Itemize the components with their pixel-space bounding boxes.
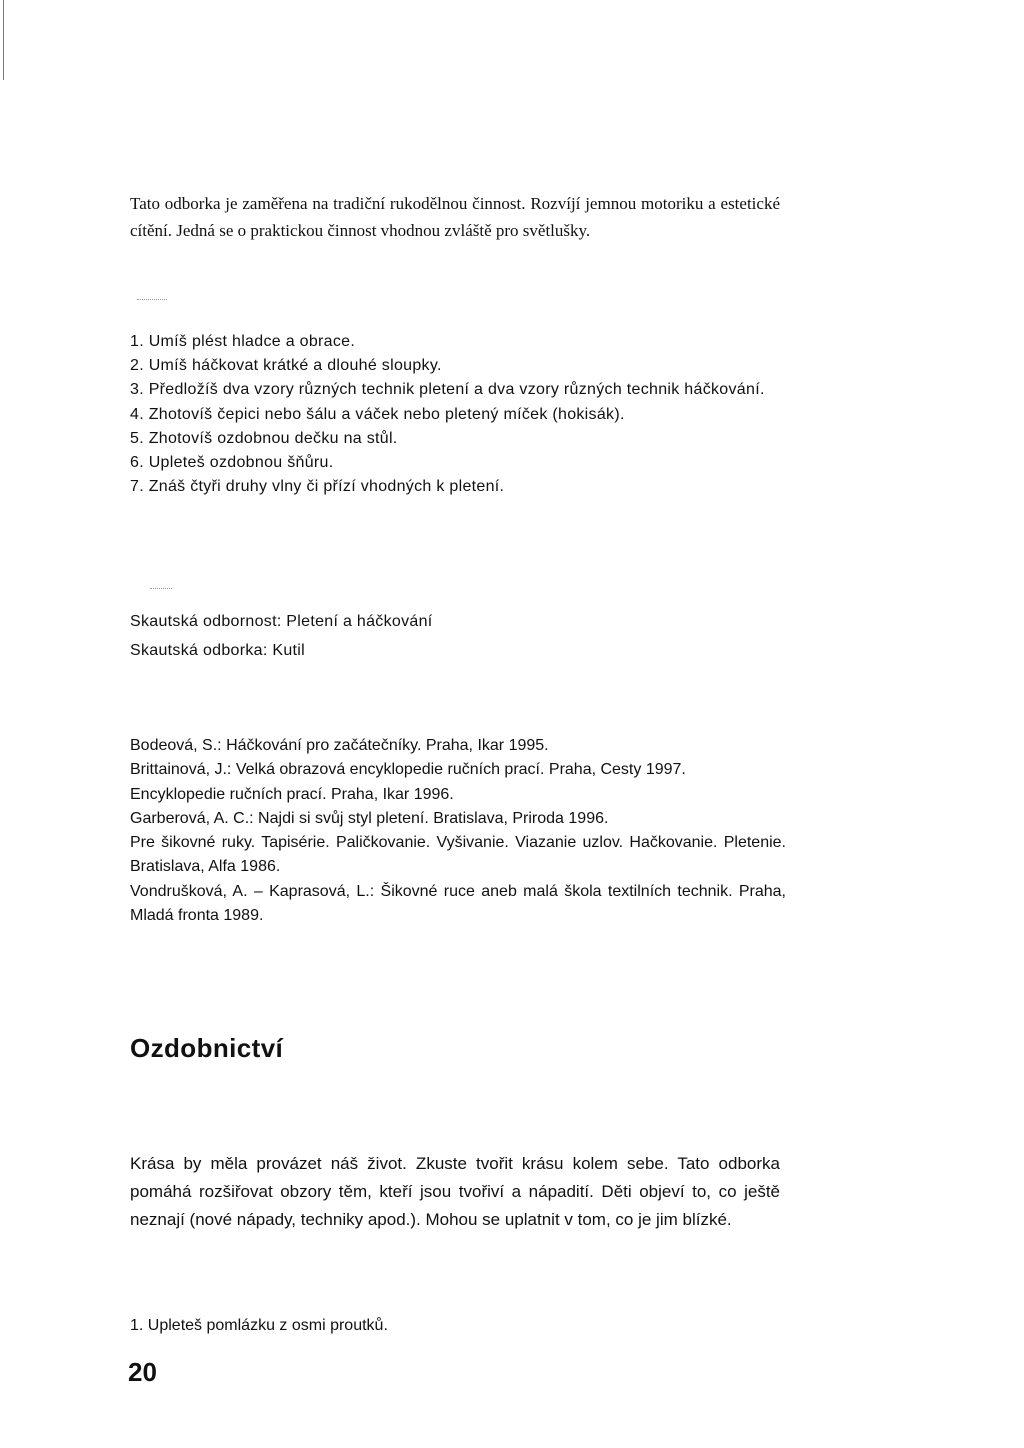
section-task-list xyxy=(130,1314,780,1338)
reference-item: Garberová, A. C.: Najdi si svůj styl pletení. Bratislava, Priroda 1996. xyxy=(130,809,609,827)
section-heading: Ozdobnictví xyxy=(130,1033,284,1063)
task-item: 1. Umíš plést hladce a obrace. xyxy=(130,333,356,350)
related-badges xyxy=(130,607,780,665)
reference-list xyxy=(130,734,786,928)
task-item: 5. Zhotovíš ozdobnou dečku na stůl. xyxy=(130,429,398,447)
reference-item: Encyklopedie ručních prací. Praha, Ikar 1996. xyxy=(130,785,454,803)
reference-item: Brittainová, J.: Velká obrazová encyklopedie ručních prací. Praha, Cesty 1997. xyxy=(130,761,686,779)
intro-paragraph: Tato odborka je zaměřena na tradiční rukodělnou činnost. Rozvíjí jemnou motoriku a estetické cítění. Jedná se o praktickou činnost vhodnou zvláště pro světlušky. xyxy=(130,194,780,240)
related-item: Skautská odborka: Kutil xyxy=(130,642,305,659)
task-item: 4. Zhotovíš čepici nebo šálu a váček nebo pletený míček (hokisák). xyxy=(130,405,625,423)
task-item: 2. Umíš háčkovat krátké a dlouhé sloupky. xyxy=(130,357,442,375)
reference-item: Pre šikovné ruky. Tapisérie. Paličkovanie. Vyšivanie. Viazanie uzlov. Hačkovanie. Pletenie. Bratislava, Alfa 1986. xyxy=(130,834,786,876)
related-item: Skautská odbornost: Pletení a háčkování xyxy=(130,613,433,630)
dotted-mark xyxy=(137,299,167,301)
page-number: 20 xyxy=(128,1357,157,1387)
reference-item: Vondrušková, A. – Kaprasová, L.: Šikovné ruce aneb malá škola textilních technik. Praha, Mladá fronta 1989. xyxy=(130,882,786,925)
reference-item: Bodeová, S.: Háčkování pro začátečníky. Praha, Ikar 1995. xyxy=(130,737,549,754)
dotted-mark xyxy=(150,588,172,590)
scan-edge-line xyxy=(3,0,4,80)
task-item: 7. Znáš čtyři druhy vlny či přízí vhodných k pletení. xyxy=(130,478,505,496)
task-item: 1. Upleteš pomlázku z osmi proutků. xyxy=(130,1317,388,1334)
task-item: 6. Upleteš ozdobnou šňůru. xyxy=(130,454,334,472)
task-list xyxy=(130,330,780,499)
task-item: 3. Předložíš dva vzory různých technik pletení a dva vzory různých technik háčkování. xyxy=(130,381,765,399)
section-description: Krása by měla provázet náš život. Zkuste tvořit krásu kolem sebe. Tato odborka pomáhá rozšiřovat obzory těm, kteří jsou tvořiví a nápadití. Děti objeví to, co ještě neznají (nové nápady, techniky apod.). Mohou se uplatnit v tom, co je jim blízké. xyxy=(130,1154,780,1229)
